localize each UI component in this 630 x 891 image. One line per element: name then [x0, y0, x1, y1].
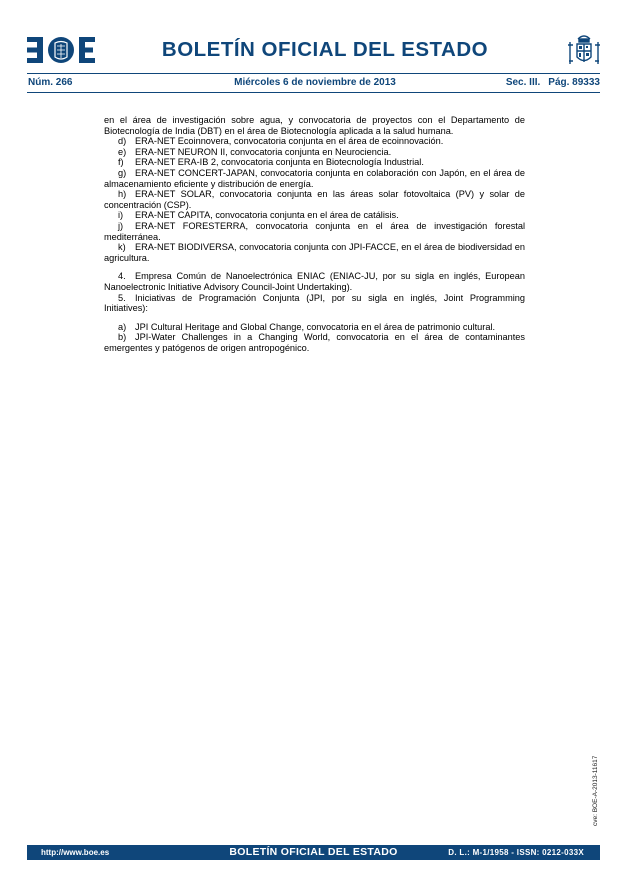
list-item: d) ERA-NET Ecoinnovera, convocatoria conjunta en el área de ecoinnovación. — [118, 136, 444, 147]
list-item: 5. Iniciativas de Programación Conjunta (JPI, por su sigla en inglés, Joint Programming Initiatives): — [104, 292, 525, 314]
publication-title: BOLETÍN OFICIAL DEL ESTADO — [161, 38, 489, 61]
list-item: j) ERA-NET FORESTERRA, convocatoria conjunta en el área de investigación forestal mediterránea. — [104, 220, 525, 242]
paragraph: en el área de investigación sobre agua, y convocatoria de proyectos con el Departamento de Biotecnología de India (DBT) en el área de Biotecnología aplicada a la salud humana. — [104, 115, 525, 136]
list-item: k) ERA-NET BIODIVERSA, convocatoria conjunta con JPI-FACCE, en el área de biodiversidad en agricultura. — [104, 242, 525, 263]
footer-title: BOLETÍN OFICIAL DEL ESTADO — [229, 846, 398, 858]
cve-identifier: cve: BOE-A-2013-11617 — [592, 755, 599, 826]
issue-date: Miércoles 6 de noviembre de 2013 — [234, 77, 396, 88]
document-body — [104, 115, 525, 353]
list-item: 4. Empresa Común de Nanoelectrónica ENIAC (ENIAC-JU, por su sigla en inglés, European Nanoelectronic Initiative Advisory Council-Joint Undertaking). — [104, 271, 525, 292]
header-rule-bottom — [27, 92, 600, 93]
website-link[interactable]: http://www.boe.es — [41, 848, 110, 857]
spacer — [104, 314, 525, 322]
footer-bar — [27, 845, 600, 860]
coat-of-arms-icon — [566, 33, 602, 67]
list-item: h) ERA-NET SOLAR, convocatoria conjunta en las áreas solar fotovoltaica (PV) y solar de concentración (CSP). — [104, 189, 525, 210]
spacer — [104, 263, 525, 271]
list-item: g) ERA-NET CONCERT-JAPAN, convocatoria conjunta en colaboración con Japón, en el área de almacenamiento eficiente y distribución de energía. — [104, 167, 525, 189]
page-number: Pág. 89333 — [548, 77, 600, 88]
legal-deposit: D. L.: M-1/1958 - ISSN: 0212-033X — [448, 848, 584, 857]
section-label: Sec. III. — [505, 77, 541, 88]
section-page — [506, 77, 600, 88]
list-item: f) ERA-NET ERA-IB 2, convocatoria conjunta en Biotecnología Industrial. — [118, 157, 424, 168]
list-item: b) JPI-Water Challenges in a Changing World, convocatoria en el área de contaminantes emergentes y patógenos de origen antropogénico. — [104, 332, 525, 353]
list-item: i) ERA-NET CAPITA, convocatoria conjunta en el área de catálisis. — [118, 210, 399, 221]
list-item: a) JPI Cultural Heritage and Global Change, convocatoria en el área de patrimonio cultural. — [118, 321, 496, 332]
header-rule-top — [27, 73, 600, 74]
boe-logo — [27, 37, 95, 63]
issue-number: Núm. 266 — [28, 77, 73, 88]
list-item: e) ERA-NET NEURON II, convocatoria conjunta en Neurociencia. — [118, 146, 392, 157]
